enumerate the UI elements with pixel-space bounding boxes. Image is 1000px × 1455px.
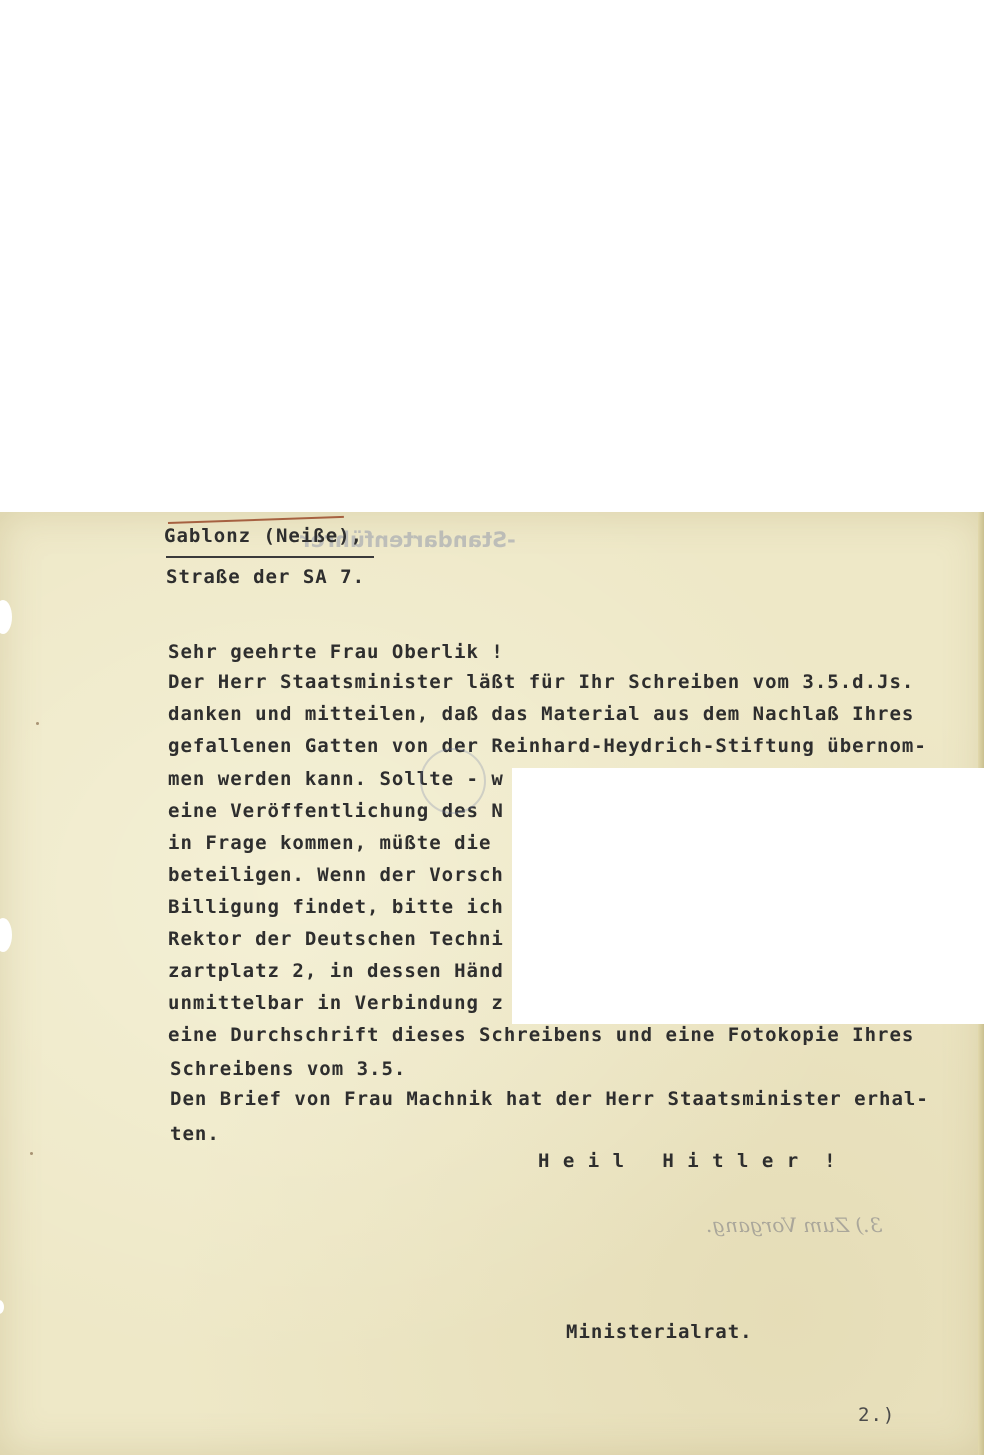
page-marker: 2.): [858, 1404, 896, 1426]
salutation: Sehr geehrte Frau Oberlik !: [168, 641, 504, 663]
address-underline: [166, 556, 374, 558]
paper-speck: [30, 1152, 33, 1155]
body-line: Den Brief von Frau Machnik hat der Herr Staatsminister erhal-: [170, 1088, 929, 1110]
body-line: men werden kann. Sollte - w: [168, 768, 504, 790]
body-line: Der Herr Staatsminister läßt für Ihr Schreiben vom 3.5.d.Js.: [168, 671, 915, 693]
address-city: Gablonz (Neiße),: [164, 525, 364, 547]
body-line: unmittelbar in Verbindung z: [168, 992, 504, 1014]
closing-greeting: H e i l H i t l e r !: [538, 1150, 837, 1172]
body-line: ten.: [170, 1123, 220, 1145]
faint-seal-impression: [420, 748, 486, 814]
body-line: gefallenen Gatten von der Reinhard-Heydrich-Stiftung übernom-: [168, 735, 927, 757]
body-line: Rektor der Deutschen Techni: [168, 928, 504, 950]
signature-title: Ministerialrat.: [566, 1321, 753, 1343]
body-line: danken und mitteilen, daß das Material aus dem Nachlaß Ihres: [168, 703, 915, 725]
body-line: eine Veröffentlichung des N: [168, 800, 504, 822]
mirrored-note: 3.) Zum Vorgang.: [706, 1213, 883, 1237]
body-line: beteiligen. Wenn der Vorsch: [168, 864, 504, 886]
body-line: Billigung findet, bitte ich: [168, 896, 504, 918]
body-line: Schreibens vom 3.5.: [170, 1058, 407, 1080]
body-line: zartplatz 2, in dessen Händ: [168, 960, 504, 982]
body-line: eine Durchschrift dieses Schreibens und eine Fotokopie Ihres: [168, 1024, 915, 1046]
redaction-block: [512, 768, 988, 1024]
paper-speck: [36, 722, 39, 725]
address-street: Straße der SA 7.: [166, 566, 366, 588]
mirrored-stamp-text: -Standartenführer: [300, 528, 516, 552]
body-line: in Frage kommen, müßte die: [168, 832, 492, 854]
